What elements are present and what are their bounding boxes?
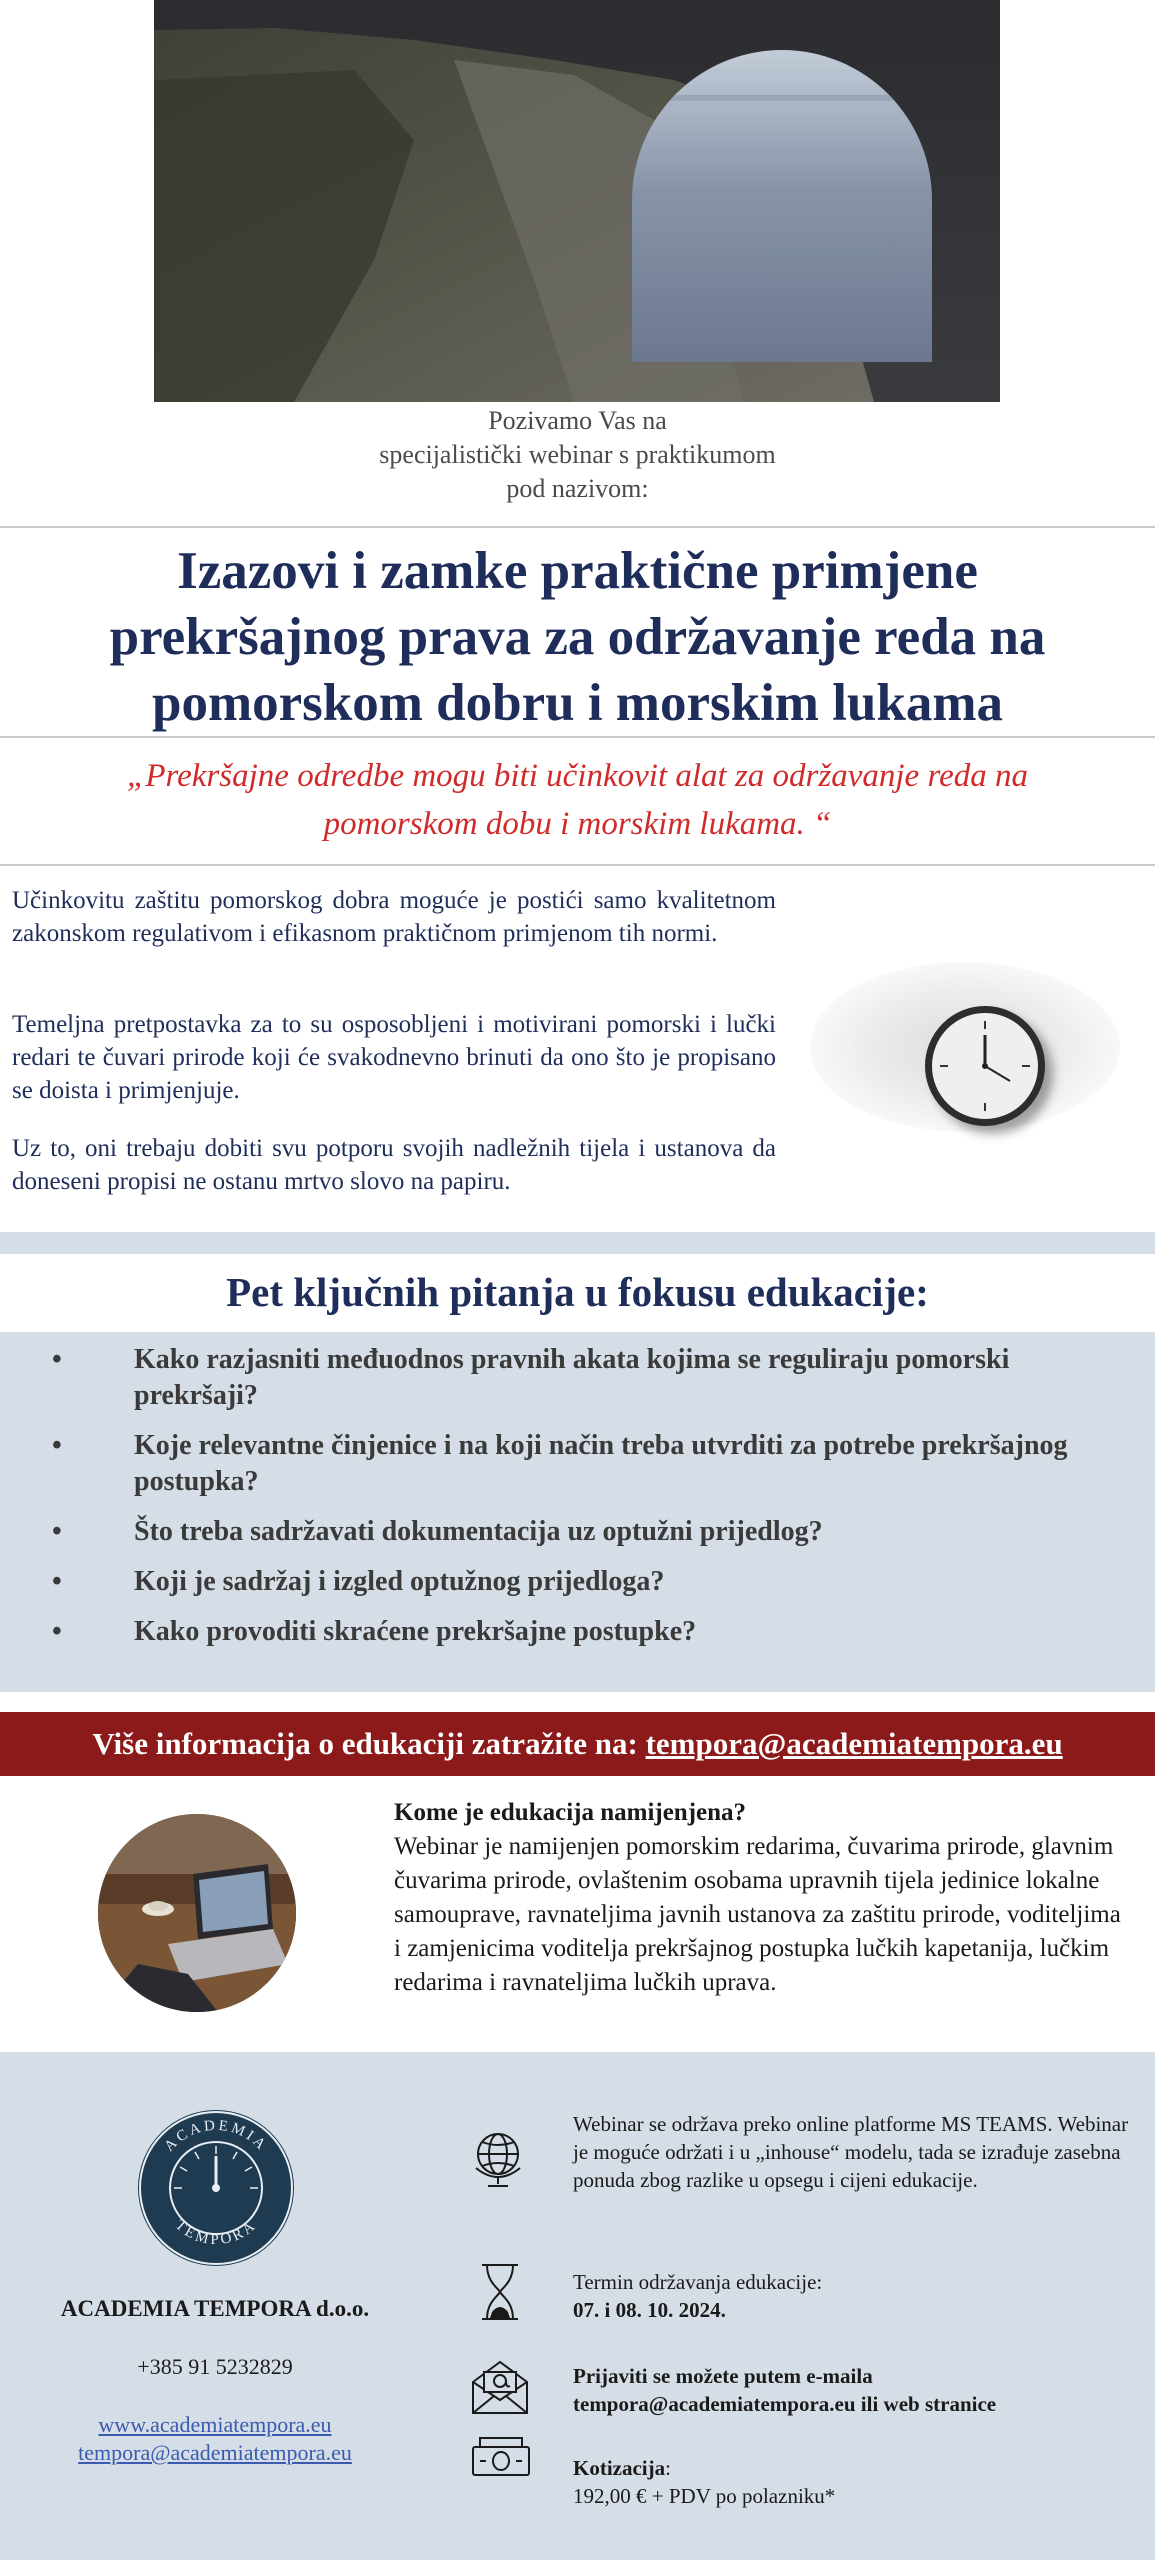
title-line-1: Izazovi i zamke praktične primjene <box>177 542 978 600</box>
laptop-photo <box>98 1814 296 2012</box>
platform-info: Webinar se održava preko online platforme MS TEAMS. Webinar je moguće održati i u „inhouse“ modelu, tada se izrađuje zasebna ponuda zbog razlike u opsegu i cijeni edukacije. <box>573 2112 1129 2192</box>
globe-icon <box>470 2128 526 2190</box>
questions-list <box>0 1332 1155 1650</box>
divider <box>0 526 1155 528</box>
list-item: • Kako provoditi skraćene prekršajne postupke? <box>0 1614 1155 1650</box>
bullet: • <box>52 1616 62 1647</box>
invite-line-2: specijalistički webinar s praktikumom <box>379 440 776 469</box>
questions-panel <box>0 1332 1155 1692</box>
list-item: • Koje relevantne činjenice i na koji način treba utvrditi za potrebe prekršajnog postupka? <box>52 1430 1068 1497</box>
date-label: Termin održavanja edukacije: <box>573 2270 823 2294</box>
svg-text:TEMPORA: TEMPORA <box>171 2217 261 2249</box>
info-email-link[interactable]: tempora@academiatempora.eu <box>645 1726 1063 1761</box>
hourglass-icon <box>478 2262 522 2322</box>
webinar-title <box>20 538 1135 736</box>
academia-tempora-logo <box>136 2108 296 2268</box>
list-item: • Što treba sadržavati dokumentacija uz optužni prijedlog? <box>0 1514 1155 1550</box>
clock-icon <box>925 1006 1045 1126</box>
intro-paragraph-2: Temeljna pretpostavka za to su osposobljeni i motivirani pomorski i lučki redari te čuvari prirode koji će svakodnevno brinuti da ono što je propisano se doista i primjenjuje. <box>12 1011 776 1104</box>
bullet: • <box>52 1344 62 1375</box>
fee-label: Kotizacija <box>573 2456 666 2480</box>
info-bar <box>0 1712 1155 1776</box>
fee-colon: : <box>665 2456 671 2480</box>
invite-line-1: Pozivamo Vas na <box>488 406 667 435</box>
phone-number: +385 91 5232829 <box>137 2354 293 2379</box>
money-icon <box>470 2434 532 2478</box>
fee-label-row <box>573 2454 1143 2482</box>
sea-arch <box>632 50 932 362</box>
hero-image <box>154 0 1000 402</box>
intro-paragraph-1: Učinkovitu zaštitu pomorskog dobra moguće je postići samo kvalitetnom zakonskom regulativom i efikasnom praktičnom primjenom tih normi. <box>12 887 776 947</box>
divider <box>0 864 1155 866</box>
bullet: • <box>52 1566 62 1597</box>
quote-line-2: pomorskom dobu i morskim lukama. “ <box>323 806 832 842</box>
svg-text:ACADEMIA: ACADEMIA <box>161 2117 271 2155</box>
info-bar-text: Više informacija o edukaciji zatražite na: <box>92 1726 646 1761</box>
invite-line-3: pod nazivom: <box>506 474 649 503</box>
list-item: • Kako razjasniti međuodnos pravnih akata kojima se reguliraju pomorski prekršaji? <box>52 1344 1010 1411</box>
apply-info: Prijaviti se možete putem e-maila tempora@academiatempora.eu ili web stranice <box>573 2364 997 2416</box>
date-value: 07. i 08. 10. 2024. <box>573 2298 726 2322</box>
intro-paragraph-3: Uz to, oni trebaju dobiti svu potporu svojih nadležnih tijela i ustanova da doneseni propisi ne ostanu mrtvo slovo na papiru. <box>12 1135 776 1195</box>
email-link[interactable]: tempora@academiatempora.eu <box>78 2440 352 2465</box>
title-line-3: pomorskom dobru i morskim lukama <box>151 674 1004 732</box>
bullet: • <box>52 1430 62 1461</box>
fee-value: 192,00 € + PDV po polazniku* <box>573 2484 836 2508</box>
company-name: ACADEMIA TEMPORA d.o.o. <box>60 2296 370 2321</box>
title-line-2: prekršajnog prava za održavanje reda na <box>109 608 1046 666</box>
focus-title: Pet ključnih pitanja u fokusu edukacije: <box>226 1269 929 1315</box>
website-link[interactable]: www.academiatempora.eu <box>98 2412 332 2437</box>
quote-line-1: „Prekršajne odredbe mogu biti učinkovit alat za održavanje reda na <box>127 758 1028 794</box>
audience-title: Kome je edukacija namijenjena? <box>394 1799 747 1826</box>
audience-text: Webinar je namijenjen pomorskim redarima, čuvarima prirode, glavnim čuvarima prirode, ovlaštenim osobama upravnih tijela jedinice lokalne samouprave, ravnateljima javnih ustanova za zaštitu prirode, voditeljima i zamjenicima voditelja prekršajnog postupka lučkih kapetanija, lučkim redarima i ravnateljima lučkih uprava. <box>394 1833 1121 1996</box>
bullet: • <box>52 1516 62 1547</box>
section-band <box>0 1232 1155 1254</box>
list-item: • Koji je sadržaj i izgled optužnog prijedloga? <box>0 1564 1155 1600</box>
quote <box>40 752 1115 848</box>
envelope-icon <box>470 2358 530 2416</box>
divider <box>0 736 1155 738</box>
clock-image <box>810 942 1130 1152</box>
